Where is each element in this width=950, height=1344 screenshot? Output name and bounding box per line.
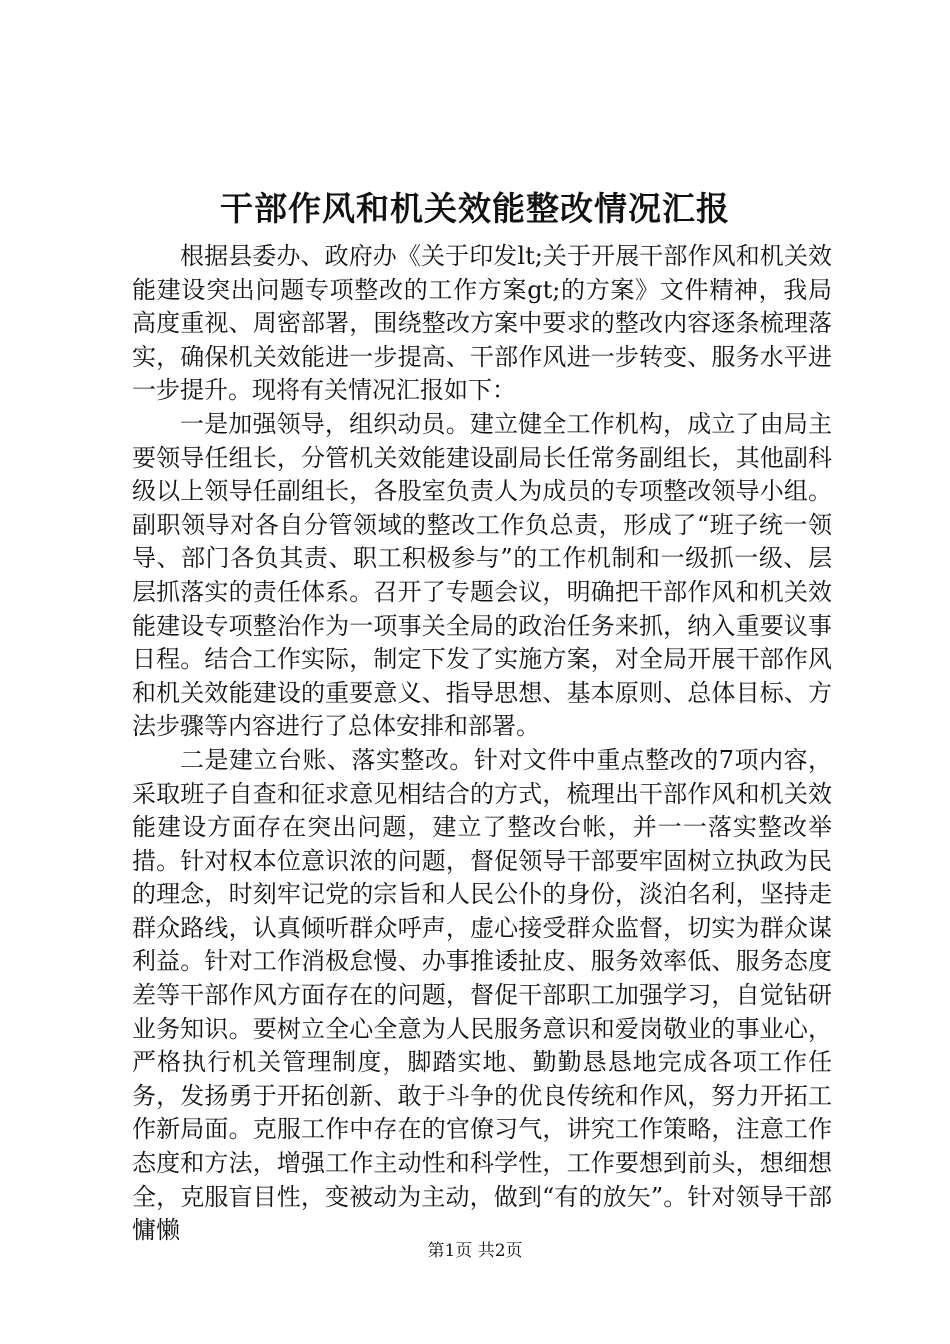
- document-title: 干部作风和机关效能整改情况汇报: [220, 189, 730, 228]
- page-number-footer: 第1页 共2页: [427, 1241, 523, 1261]
- paragraph-leadership: 一是加强领导，组织动员。建立健全工作机构，成立了由局主要领导任组长，分管机关效能建设副局长任常务副组长，其他副科级以上领导任副组长，各股室负责人为成员的专项整改领导小组。副职领导对各自分管领域的整改工作负总责，形成了“班子统一领导、部门各负其责、职工积极参与”的工作机制和一级抓一级、层层抓落实的责任体系。召开了专题会议，明确把干部作风和机关效能建设专项整治作为一项事关全局的政治任务来抓，纳入重要议事日程。结合工作实际，制定下发了实施方案，对全局开展干部作风和机关效能建设的重要意义、指导思想、基本原则、总体目标、方法步骤等内容进行了总体安排和部署。: [132, 409, 832, 741]
- paragraph-intro: 根据县委办、政府办《关于印发lt;关于开展干部作风和机关效能建设突出问题专项整改的工作方案gt;的方案》文件精神，我局高度重视、周密部署，围绕整改方案中要求的整改内容逐条梳理落实，确保机关效能进一步提高、干部作风进一步转变、服务水平进一步提升。现将有关情况汇报如下：: [132, 242, 832, 405]
- paragraph-rectification: 二是建立台账、落实整改。针对文件中重点整改的7项内容，采取班子自查和征求意见相结合的方式，梳理出干部作风和机关效能建设方面存在突出问题，建立了整改台帐，并一一落实整改举措。针对权本位意识浓的问题，督促领导干部要牢固树立执政为民的理念，时刻牢记党的宗旨和人民公仆的身份，淡泊名利，坚持走群众路线，认真倾听群众呼声，虚心接受群众监督，切实为群众谋利益。针对工作消极怠慢、办事推诿扯皮、服务效率低、服务态度差等干部作风方面存在的问题，督促干部职工加强学习，自觉钻研业务知识。要树立全心全意为人民服务意识和爱岗敬业的事业心，严格执行机关管理制度，脚踏实地、勤勤恳恳地完成各项工作任务，发扬勇于开拓创新、敢于斗争的优良传统和作风，努力开拓工作新局面。克服工作中存在的官僚习气，讲究工作策略，注意工作态度和方法，增强工作主动性和科学性，工作要想到前头，想细想全，克服盲目性，变被动为主动，做到“有的放矢”。针对领导干部慵懒: [132, 745, 832, 1245]
- document-body: [132, 240, 832, 1248]
